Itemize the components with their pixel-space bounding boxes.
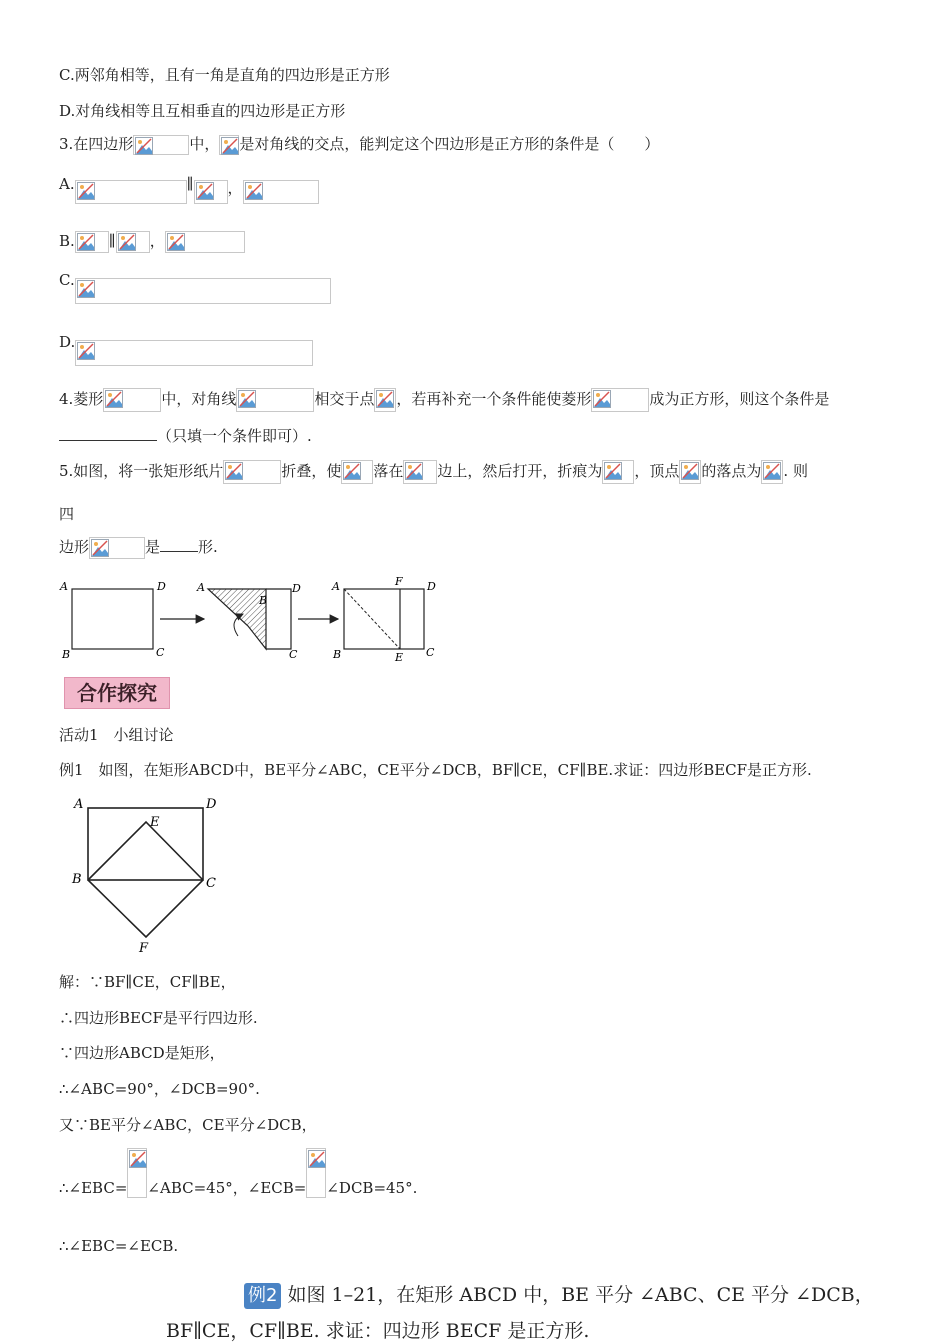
label-B1: B <box>62 648 71 661</box>
option-3d: D. <box>59 332 313 366</box>
broken-image-icon <box>135 137 153 155</box>
formula-image <box>591 388 649 412</box>
solution-line-6: ∴∠EBC= ∠ABC=45°，∠ECB= ∠DCB=45°. <box>59 1148 417 1200</box>
formula-image <box>75 278 331 304</box>
broken-image-icon <box>376 390 394 408</box>
label-A1: A <box>60 580 68 593</box>
broken-image-icon <box>405 462 423 480</box>
question-3: 3.在四边形 中， 是对角线的交点，能判定这个四边形是正方形的条件是（ ） <box>59 135 660 153</box>
label-B2: B <box>259 594 268 607</box>
option-c-text: C.两邻角相等，且有一角是直角的四边形是正方形 <box>59 66 390 84</box>
formula-image <box>75 180 187 204</box>
broken-image-icon <box>763 462 781 480</box>
formula-image <box>679 460 701 484</box>
broken-image-icon <box>238 390 256 408</box>
broken-image-icon <box>129 1150 147 1168</box>
label-D3: D <box>427 580 436 593</box>
broken-image-icon <box>77 280 95 298</box>
example-2-badge: 例2 <box>244 1283 281 1309</box>
question-4: 4.菱形 中，对角线 相交于点 ，若再补充一个条件能使菱形 成为正方形，则这个条件是 <box>59 388 829 412</box>
option-3a: A. ∥ ， <box>59 174 319 204</box>
example-2-line-1: 例2 如图 1–21，在矩形 ABCD 中，BE 平分 ∠ABC、CE 平分 ∠DCB， <box>244 1280 874 1309</box>
broken-image-icon <box>77 233 95 251</box>
broken-image-icon <box>105 390 123 408</box>
label-E: E <box>150 815 160 830</box>
folded-flap <box>208 589 266 649</box>
solution-line-2: ∴四边形BECF是平行四边形. <box>59 1009 258 1027</box>
formula-image <box>165 231 245 253</box>
label-F3: F <box>395 576 403 588</box>
formula-image <box>403 460 437 484</box>
formula-image <box>761 460 783 484</box>
formula-image <box>75 231 109 253</box>
fold-figure <box>58 576 443 668</box>
label-D2: D <box>292 582 301 595</box>
broken-image-icon <box>604 462 622 480</box>
rectangle-ABCD <box>88 808 203 880</box>
broken-image-icon <box>77 342 95 360</box>
diagonal-dashed <box>344 589 400 649</box>
question-5-cont: 四 <box>59 505 75 523</box>
label-D1: D <box>157 580 166 593</box>
question-5: 5.如图，将一张矩形纸片 折叠，使 落在 边上，然后打开，折痕为 ，顶点 的落点为 . 则 <box>59 460 808 484</box>
formula-image <box>223 460 281 484</box>
option-3b: B. ∥ ， <box>59 231 245 253</box>
label-C2: C <box>289 648 298 661</box>
broken-image-icon <box>77 182 95 200</box>
activity-title: 活动1 小组讨论 <box>59 726 174 744</box>
label-A: A <box>74 797 84 812</box>
broken-image-icon <box>167 233 185 251</box>
option-d-text: D.对角线相等且互相垂直的四边形是正方形 <box>59 102 346 120</box>
formula-image <box>341 460 373 484</box>
rectangle-1 <box>72 589 153 649</box>
square-figure <box>66 794 226 956</box>
example-1: 例1 如图，在矩形ABCD中，BE平分∠ABC，CE平分∠DCB，BF∥CE，CF∥BE.求证：四边形BECF是正方形. <box>59 761 812 779</box>
label-B: B <box>72 872 82 887</box>
answer-blank[interactable] <box>160 537 198 552</box>
label-C3: C <box>426 646 435 659</box>
triangle-BFC <box>88 880 203 937</box>
formula-image <box>89 537 145 559</box>
label-D: D <box>206 797 217 812</box>
label-F: F <box>139 941 149 956</box>
broken-image-icon <box>221 137 239 155</box>
triangle-BEC <box>88 822 203 880</box>
label-A2: A <box>197 581 205 594</box>
formula-image <box>133 135 189 155</box>
solution-line-4: ∴∠ABC=90°，∠DCB=90°. <box>59 1080 260 1098</box>
label-C1: C <box>156 646 165 659</box>
rectangle-2 <box>266 589 291 649</box>
label-B3: B <box>333 648 342 661</box>
solution-line-1: 解：∵BF∥CE，CF∥BE， <box>59 973 236 991</box>
broken-image-icon <box>593 390 611 408</box>
rectangle-3 <box>344 589 424 649</box>
formula-image <box>219 135 239 155</box>
formula-image <box>374 388 396 412</box>
broken-image-icon <box>681 462 699 480</box>
formula-image <box>194 180 228 204</box>
broken-image-icon <box>343 462 361 480</box>
label-C: C <box>206 876 216 891</box>
fraction-image <box>306 1148 326 1198</box>
formula-image <box>236 388 314 412</box>
broken-image-icon <box>245 182 263 200</box>
example-2-line-2: BF∥CE，CF∥BE. 求证：四边形 BECF 是正方形. <box>166 1320 590 1342</box>
option-3c: C. <box>59 270 331 304</box>
formula-image <box>116 231 150 253</box>
formula-image <box>243 180 319 204</box>
label-E3: E <box>395 651 404 664</box>
formula-image <box>103 388 161 412</box>
question-5-cont2: 边形 是 形. <box>59 537 218 559</box>
label-A3: A <box>332 580 340 593</box>
broken-image-icon <box>91 539 109 557</box>
formula-image <box>75 340 313 366</box>
broken-image-icon <box>196 182 214 200</box>
formula-image <box>602 460 634 484</box>
broken-image-icon <box>308 1150 326 1168</box>
section-title: 合作探究 <box>64 677 170 709</box>
solution-line-7: ∴∠EBC=∠ECB. <box>59 1237 179 1255</box>
solution-line-5: 又∵BE平分∠ABC，CE平分∠DCB， <box>59 1116 317 1134</box>
fraction-image <box>127 1148 147 1198</box>
question-4-answer: （只填一个条件即可）. <box>59 426 312 446</box>
broken-image-icon <box>118 233 136 251</box>
solution-line-3: ∵四边形ABCD是矩形， <box>59 1044 225 1062</box>
broken-image-icon <box>225 462 243 480</box>
answer-blank[interactable] <box>59 426 157 441</box>
